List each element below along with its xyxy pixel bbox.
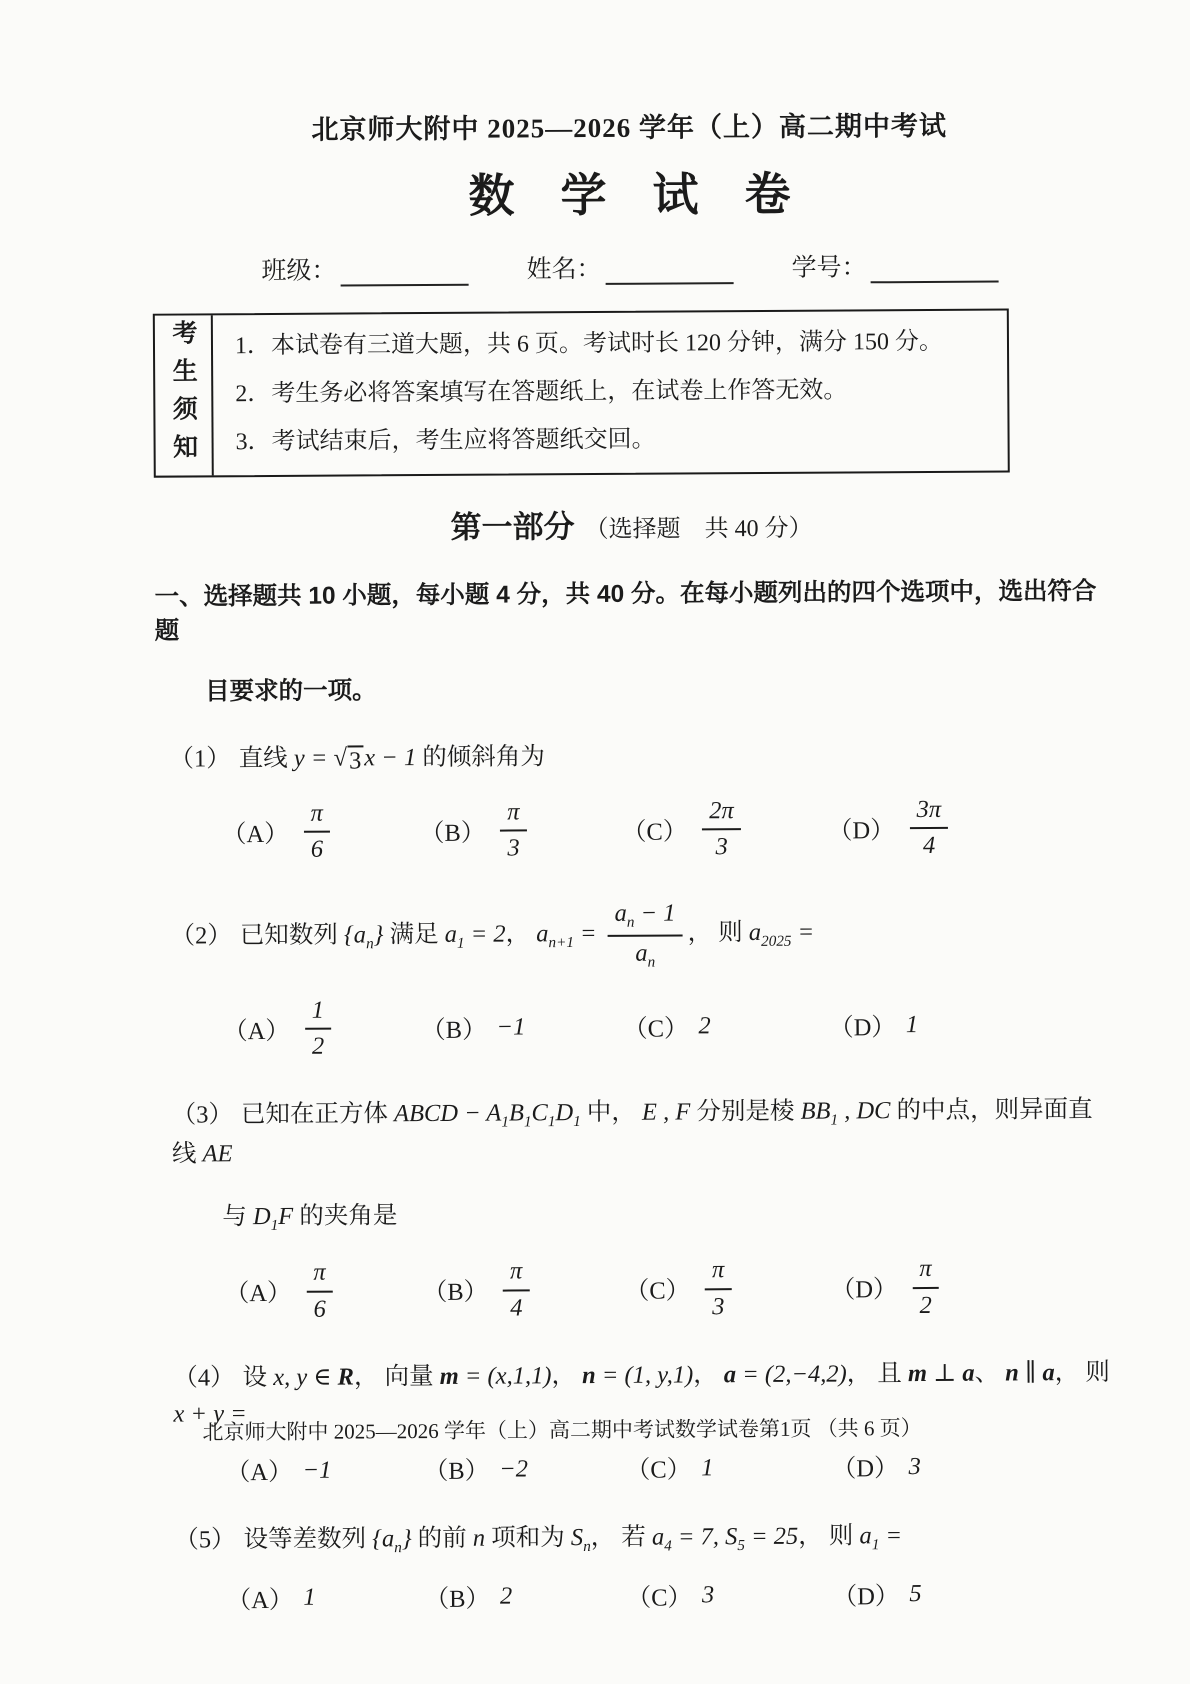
option-label: （C） xyxy=(624,1277,691,1305)
student-info-field xyxy=(791,247,998,284)
plain-text: ， 向量 xyxy=(353,1362,440,1391)
math-text: = 2 xyxy=(464,920,506,949)
option-content xyxy=(697,795,746,864)
plain-text: 的前 xyxy=(417,1524,473,1553)
math-text: ABCD − A xyxy=(393,1099,502,1128)
field-label: 姓名： xyxy=(526,255,602,284)
fraction-numerator xyxy=(912,1255,938,1288)
math-text: a xyxy=(748,919,762,947)
option-content xyxy=(495,796,532,865)
option-content xyxy=(702,1582,714,1610)
question-number: （1） xyxy=(169,745,231,773)
math-vector: a xyxy=(1042,1358,1055,1386)
math-text: 3 xyxy=(712,1292,725,1320)
option-content xyxy=(907,1253,944,1322)
math-subscript: n+1 xyxy=(548,934,574,952)
option-label: （A） xyxy=(223,1017,290,1045)
fraction xyxy=(909,796,948,861)
option xyxy=(828,793,1111,863)
math-text: −1 xyxy=(302,1456,332,1484)
math-text: 2 xyxy=(919,1291,932,1319)
questions-list xyxy=(155,736,1115,1617)
option-label: （A） xyxy=(221,820,289,848)
math-text: −1 xyxy=(496,1013,526,1041)
fraction xyxy=(305,997,332,1062)
option-content xyxy=(302,1456,331,1484)
math-vector: a xyxy=(723,1360,737,1388)
math-text: 4 xyxy=(922,832,936,860)
math-subscript: 5 xyxy=(737,1537,746,1555)
page-footer: 北京师大附中 2025—2026 学年（上）高二期中考试数学试卷第1页 （共 6 页） xyxy=(202,1416,922,1445)
options-row xyxy=(227,1576,1116,1616)
fraction xyxy=(306,1259,333,1324)
option xyxy=(833,1576,1116,1613)
option-content xyxy=(701,1454,713,1482)
choice-instructions-line2: 目要求的一项。 xyxy=(205,677,377,706)
math-text: 6 xyxy=(313,1295,326,1323)
question xyxy=(160,1517,1116,1617)
fraction-denominator xyxy=(311,833,323,864)
math-text: F xyxy=(278,1202,300,1230)
option-label: （D） xyxy=(830,1276,898,1304)
field-label: 学号： xyxy=(791,254,867,282)
fraction-denominator xyxy=(919,1289,931,1320)
fraction-denominator xyxy=(923,829,935,860)
plain-text: ， 若 xyxy=(590,1523,653,1552)
fraction-denominator xyxy=(635,936,655,970)
field-label: 班级： xyxy=(261,257,337,286)
option-label: （C） xyxy=(623,1015,689,1043)
plain-text: 已知在正方体 xyxy=(240,1100,395,1129)
math-text: = 25 xyxy=(744,1522,799,1551)
radicand: 3 xyxy=(347,746,363,776)
fraction-numerator xyxy=(702,797,741,830)
plain-text: 分别是棱 xyxy=(696,1098,801,1126)
plain-text: ， 则 xyxy=(798,1522,860,1550)
option xyxy=(225,1256,423,1326)
option-label: （A） xyxy=(226,1586,294,1615)
math-vector: R xyxy=(337,1363,354,1391)
math-text: n xyxy=(472,1524,486,1552)
question-stem xyxy=(172,1092,1113,1173)
plain-text: ， xyxy=(505,920,537,948)
math-text: E , F xyxy=(641,1098,697,1127)
option-label: （A） xyxy=(225,1459,293,1487)
question-number: （2） xyxy=(170,922,232,950)
plain-text: 与 xyxy=(222,1202,254,1230)
options-row xyxy=(222,793,1111,867)
section-subtitle: （选择题 共 40 分） xyxy=(584,515,813,543)
math-vector: m xyxy=(907,1359,928,1387)
fraction-numerator xyxy=(305,997,331,1030)
math-text: π xyxy=(313,1259,326,1287)
math-text: } xyxy=(401,1525,418,1553)
plain-text: 满足 xyxy=(389,921,445,949)
option xyxy=(222,797,420,867)
fraction-numerator xyxy=(306,1259,332,1292)
math-subscript: n xyxy=(647,953,656,971)
math-subscript: 1 xyxy=(547,1113,556,1131)
fraction xyxy=(500,798,527,863)
math-text: a xyxy=(536,920,549,948)
option xyxy=(227,1580,425,1616)
math-text: B xyxy=(508,1099,524,1127)
sqrt-expression xyxy=(333,746,363,776)
option xyxy=(425,1579,627,1615)
math-text: 4 xyxy=(510,1294,523,1322)
question xyxy=(155,736,1111,867)
option xyxy=(626,1450,832,1486)
plain-text: ， 且 xyxy=(846,1359,909,1388)
math-subscript: n xyxy=(366,935,374,953)
options-row xyxy=(225,1252,1114,1326)
plain-text: ， 则 xyxy=(1054,1358,1110,1386)
math-text: a xyxy=(614,900,627,928)
option-content xyxy=(909,1580,921,1608)
math-subscript: 1 xyxy=(501,1113,510,1131)
question xyxy=(158,1092,1114,1326)
option xyxy=(424,1451,626,1487)
notice-item: 2．考生务必将答案填写在答题纸上，在试卷上作答无效。 xyxy=(235,377,848,408)
section-header xyxy=(154,497,1109,548)
math-text: = xyxy=(791,918,815,947)
student-info-row xyxy=(152,246,1107,288)
math-text: 1 xyxy=(905,1011,919,1039)
math-text: y = xyxy=(293,744,334,772)
math-text: x − 1 xyxy=(364,744,423,772)
math-text: a xyxy=(444,921,458,949)
fraction-denominator xyxy=(510,1291,522,1322)
fraction xyxy=(912,1255,939,1320)
option-content xyxy=(908,1453,920,1481)
math-text: 5 xyxy=(909,1580,922,1608)
blank-line xyxy=(605,256,733,285)
option xyxy=(832,1448,1115,1485)
option-label: （B） xyxy=(421,1016,487,1044)
option-label: （B） xyxy=(423,1457,490,1486)
option-label: （C） xyxy=(625,1456,692,1485)
fraction xyxy=(607,900,682,971)
option xyxy=(623,1008,829,1044)
math-subscript: 1 xyxy=(573,1113,581,1131)
math-text: BB xyxy=(800,1097,831,1126)
question-stem xyxy=(174,1517,1115,1561)
math-vector: n xyxy=(1005,1359,1019,1387)
math-text: 2 xyxy=(698,1012,711,1040)
option-content xyxy=(906,1011,918,1039)
option xyxy=(622,794,828,864)
plain-text: 、 xyxy=(974,1359,1006,1387)
option-label: （D） xyxy=(829,1013,896,1042)
option xyxy=(421,1009,623,1045)
options-row xyxy=(226,1448,1115,1488)
radical-sign: √ xyxy=(333,744,348,772)
student-info-field xyxy=(261,250,468,287)
fraction-numerator xyxy=(607,900,682,937)
plain-text: 的夹角是 xyxy=(299,1201,398,1230)
math-text: π xyxy=(507,798,520,826)
math-text: = (x,1,1) xyxy=(458,1361,552,1390)
fraction-numerator xyxy=(500,798,526,831)
math-text: D xyxy=(252,1202,271,1230)
math-vector: n xyxy=(581,1361,596,1389)
option-content xyxy=(700,1255,737,1324)
notice-box xyxy=(153,308,1010,477)
math-text: x + y = xyxy=(173,1400,247,1429)
blank-line xyxy=(340,258,468,287)
math-text: π xyxy=(919,1255,932,1283)
fraction xyxy=(503,1258,530,1323)
math-text: = 7, S xyxy=(671,1523,738,1551)
math-subscript: 1 xyxy=(523,1113,532,1131)
plain-text: 的倾斜角为 xyxy=(422,743,545,772)
math-vector: a xyxy=(962,1359,975,1387)
math-text: 3 xyxy=(507,834,520,862)
math-text: = xyxy=(879,1522,903,1550)
option-content xyxy=(303,1584,315,1612)
math-text: π xyxy=(509,1257,523,1285)
option-content xyxy=(500,1583,512,1611)
plain-text: 设 xyxy=(242,1363,274,1391)
math-text: −2 xyxy=(499,1455,529,1483)
question-stem xyxy=(169,736,1110,778)
math-text: 2 xyxy=(311,1032,325,1060)
math-text: x, y ∈ xyxy=(273,1363,338,1391)
math-text: 3 xyxy=(908,1452,921,1480)
option-content xyxy=(496,1014,525,1042)
section-title: 第一部分 xyxy=(450,508,575,545)
fraction xyxy=(702,797,741,862)
question-number: （5） xyxy=(174,1526,236,1554)
option xyxy=(831,1252,1114,1322)
option-label: （B） xyxy=(424,1585,491,1613)
math-text: = (1, y,1) xyxy=(595,1361,694,1389)
math-text: a xyxy=(651,1523,665,1551)
notice-items xyxy=(213,310,1008,474)
fraction-denominator xyxy=(507,832,519,863)
math-text: = (2,−4,2) xyxy=(735,1360,847,1388)
options-row xyxy=(223,990,1112,1064)
option xyxy=(423,1255,625,1325)
math-subscript: 1 xyxy=(456,934,465,952)
option xyxy=(420,796,622,866)
notice-side-cell xyxy=(155,315,214,475)
math-subscript: n xyxy=(626,913,635,931)
math-text: , DC xyxy=(837,1097,897,1125)
plain-text: 直线 xyxy=(238,744,294,773)
option-label: （C） xyxy=(621,818,688,846)
fraction-denominator xyxy=(312,1030,324,1061)
fraction xyxy=(705,1257,732,1322)
math-subscript: n xyxy=(394,1539,402,1557)
math-text: D xyxy=(555,1099,574,1127)
fraction-numerator xyxy=(303,800,329,833)
notice-item: 1．本试卷有三道大题，共 6 页。考试时长 120 分钟，满分 150 分。 xyxy=(234,328,944,360)
math-text: a xyxy=(859,1522,872,1550)
math-text: 2π xyxy=(709,797,734,825)
option-content xyxy=(300,995,337,1064)
option-label: （B） xyxy=(422,1278,489,1307)
math-text: a xyxy=(635,939,648,967)
plain-text: 中， xyxy=(580,1099,643,1127)
option-label: （C） xyxy=(626,1584,693,1612)
math-subscript: 1 xyxy=(871,1536,880,1554)
option-content xyxy=(298,797,335,866)
notice-item: 3．考试结束后，考生应将答题纸交回。 xyxy=(235,427,656,456)
question-number: （3） xyxy=(171,1101,234,1129)
option xyxy=(625,1254,831,1324)
math-text: 3π xyxy=(916,795,942,823)
fraction xyxy=(303,800,330,865)
option-label: （B） xyxy=(419,819,486,847)
option-label: （A） xyxy=(224,1279,292,1308)
math-text: {a xyxy=(372,1525,395,1553)
question-number: （4） xyxy=(173,1363,235,1392)
math-text: S xyxy=(570,1524,584,1552)
math-text: C xyxy=(531,1099,548,1127)
math-subscript: 1 xyxy=(830,1111,839,1129)
math-text: π xyxy=(310,799,323,827)
math-text: 1 xyxy=(701,1454,714,1482)
math-subscript: 4 xyxy=(664,1537,672,1555)
plain-text: ， xyxy=(551,1361,583,1389)
fraction-numerator xyxy=(705,1257,731,1290)
math-text: 1 xyxy=(311,996,325,1024)
exam-title: 数 学 试 卷 xyxy=(468,168,791,222)
math-vector: m xyxy=(439,1362,459,1390)
math-subscript: 2025 xyxy=(761,932,792,951)
plain-text: ， xyxy=(693,1360,724,1389)
math-text: {a xyxy=(343,921,367,949)
plain-text: 已知数列 xyxy=(239,921,345,950)
option-content xyxy=(698,1012,710,1040)
fraction-denominator xyxy=(715,830,727,861)
math-text: 2 xyxy=(499,1582,513,1610)
math-text: = xyxy=(573,920,603,948)
option xyxy=(627,1577,833,1613)
fraction-denominator xyxy=(712,1290,724,1321)
option xyxy=(829,1006,1112,1043)
math-text: } xyxy=(373,921,390,949)
option-content xyxy=(904,794,953,863)
fraction-numerator xyxy=(909,796,948,829)
math-text: 6 xyxy=(310,835,324,863)
option xyxy=(226,1452,424,1488)
math-text: − 1 xyxy=(634,899,676,928)
plain-text: 的中点，则异面直线 xyxy=(171,1096,1093,1168)
math-text: π xyxy=(711,1256,725,1284)
math-text: ∥ xyxy=(1018,1358,1043,1387)
option-label: （D） xyxy=(831,1455,899,1483)
question-stem xyxy=(170,895,1111,975)
math-text: AE xyxy=(202,1140,233,1168)
option-label: （D） xyxy=(827,816,895,845)
notice-side-label: 考生须知 xyxy=(168,319,198,472)
option xyxy=(223,994,421,1064)
blank-line xyxy=(870,254,998,283)
option-content xyxy=(301,1257,338,1326)
plain-text: 设等差数列 xyxy=(243,1525,373,1554)
fraction-denominator xyxy=(313,1292,325,1323)
option-content xyxy=(499,1455,528,1483)
math-text: 3 xyxy=(715,833,728,861)
math-text: ⊥ xyxy=(926,1359,963,1387)
option-content xyxy=(498,1256,535,1325)
plain-text: ， 则 xyxy=(687,919,749,947)
fraction-numerator xyxy=(503,1258,529,1291)
math-subscript: n xyxy=(583,1538,591,1556)
header-school-line: 北京师大附中 2025—2026 学年（上）高二期中考试 xyxy=(311,110,948,145)
option-label: （D） xyxy=(832,1583,900,1611)
math-text: 1 xyxy=(303,1584,316,1612)
plain-text: 项和为 xyxy=(485,1524,571,1552)
student-info-field xyxy=(526,248,733,285)
question xyxy=(156,895,1112,1064)
choice-instructions-line1: 一、选择题共 10 小题，每小题 4 分，共 40 分。在每小题列出的四个选项中，选出符合题 xyxy=(154,577,1097,645)
math-subscript: 1 xyxy=(270,1216,279,1234)
math-text: 3 xyxy=(701,1581,715,1609)
question-stem-continued xyxy=(222,1194,1113,1238)
